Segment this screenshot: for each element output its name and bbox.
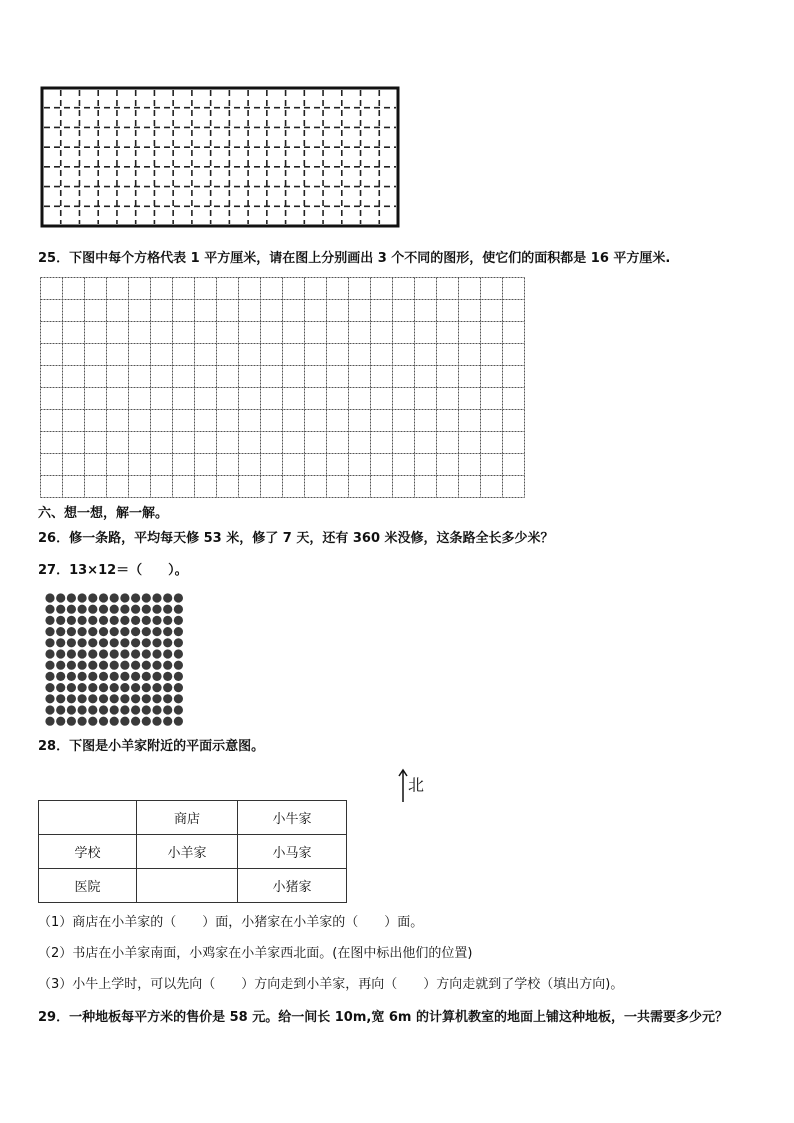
dot [152,683,161,692]
dot [152,705,161,714]
dot [67,616,76,625]
dot [120,672,129,681]
dot [78,694,87,703]
dot [174,694,183,703]
dot [152,605,161,614]
dot [142,638,151,647]
dot [152,649,161,658]
dot [131,661,140,670]
dot [131,616,140,625]
map-cell: 小马家 [238,835,347,869]
dot [99,627,108,636]
question-29: 29．一种地板每平方米的售价是 58 元。给一间长 10m,宽 6m 的计算机教室的地面上铺这种地板，一共需要多少元？ [38,1010,728,1025]
dot [67,694,76,703]
dot [174,683,183,692]
dot [88,705,97,714]
dot [45,705,54,714]
question-27: 27．13×12＝（ ）。 [38,563,188,578]
dot [131,605,140,614]
dot [142,605,151,614]
dot [56,683,65,692]
map-cell: 医院 [39,869,137,903]
dot [88,605,97,614]
dot [152,627,161,636]
dot [67,683,76,692]
dot [88,627,97,636]
dot [45,661,54,670]
dot [110,616,119,625]
dot [163,649,172,658]
dot [152,661,161,670]
dot [174,717,183,726]
dot [142,649,151,658]
dot [78,605,87,614]
dot [56,694,65,703]
dot [120,616,129,625]
map-cell [137,869,238,903]
question-28-part-1: （1）商店在小羊家的（ ）面，小猪家在小羊家的（ ）面。 [38,915,424,930]
dot [67,627,76,636]
dot [110,683,119,692]
dot [88,649,97,658]
grid-border [42,88,398,226]
square-grid [40,277,527,499]
dot [99,705,108,714]
neighborhood-map-table [38,800,347,903]
dot [131,717,140,726]
dot [56,661,65,670]
dot [142,593,151,602]
dot [110,661,119,670]
dot [67,717,76,726]
dot [110,672,119,681]
map-cell: 商店 [137,801,238,835]
dot [99,593,108,602]
dot [88,638,97,647]
dot [174,638,183,647]
dot [152,638,161,647]
dot [88,616,97,625]
dot [120,717,129,726]
dot-array [44,592,186,730]
question-28-part-3: （3）小牛上学时，可以先向（ ）方向走到小羊家，再向（ ）方向走就到了学校（填出方向)。 [38,977,624,992]
dot [78,638,87,647]
dot [131,627,140,636]
dot [142,705,151,714]
map-cell: 小猪家 [238,869,347,903]
dot [142,683,151,692]
dot [131,694,140,703]
dot [56,616,65,625]
dot [78,672,87,681]
dot [120,627,129,636]
map-cell: 小羊家 [137,835,238,869]
dot [45,593,54,602]
dot [131,638,140,647]
dot [56,717,65,726]
dot [78,649,87,658]
dot [131,683,140,692]
dot [163,593,172,602]
dot [131,672,140,681]
dot [99,605,108,614]
dot [45,649,54,658]
dot [152,593,161,602]
dot [163,605,172,614]
dot [152,694,161,703]
dot [45,605,54,614]
dot [110,705,119,714]
dot [120,593,129,602]
north-indicator [398,768,424,804]
dot [120,605,129,614]
dot [99,649,108,658]
dot [110,627,119,636]
dot [67,649,76,658]
dot [131,649,140,658]
dot [120,694,129,703]
dot [88,672,97,681]
north-arrow-icon [398,768,408,804]
dot [56,627,65,636]
dot [99,672,108,681]
dot [88,717,97,726]
dot [78,717,87,726]
dot [120,649,129,658]
dot [88,694,97,703]
dot [78,705,87,714]
dot [120,683,129,692]
dot [78,683,87,692]
dot [163,717,172,726]
question-28-part-2: （2）书店在小羊家南面，小鸡家在小羊家西北面。(在图中标出他们的位置) [38,946,473,961]
dot [152,672,161,681]
dot [99,717,108,726]
dot [152,616,161,625]
question-25: 25．下图中每个方格代表 1 平方厘米，请在图上分别画出 3 个不同的图形，使它们的面积都是 16 平方厘米. [38,251,671,266]
dot [88,661,97,670]
dot [163,616,172,625]
dot [110,694,119,703]
dot [67,672,76,681]
dot [142,672,151,681]
dot [163,627,172,636]
dot [142,717,151,726]
dot [99,694,108,703]
dot [88,683,97,692]
map-row [39,835,347,869]
dot [78,661,87,670]
map-row [39,869,347,903]
dot [67,638,76,647]
dot [174,705,183,714]
dot [99,661,108,670]
dot [142,661,151,670]
dot [56,705,65,714]
dot [45,627,54,636]
dot [163,694,172,703]
dot [67,593,76,602]
dot [45,638,54,647]
map-cell [39,801,137,835]
dot [131,705,140,714]
dot [174,649,183,658]
dot [142,627,151,636]
map-cell: 小牛家 [238,801,347,835]
dot [174,605,183,614]
dot [45,717,54,726]
dot [56,605,65,614]
dot [142,616,151,625]
dot [67,605,76,614]
dot [163,683,172,692]
dot [56,638,65,647]
map-cell: 学校 [39,835,137,869]
dot [174,593,183,602]
dot [78,627,87,636]
dot [99,683,108,692]
dot [120,705,129,714]
dot [174,672,183,681]
question-28: 28．下图是小羊家附近的平面示意图。 [38,739,265,754]
dot [56,649,65,658]
dot [110,593,119,602]
dot [120,638,129,647]
dot [110,638,119,647]
dot [174,616,183,625]
dot [67,705,76,714]
dot [78,593,87,602]
dot [78,616,87,625]
dot [56,672,65,681]
section-heading: 六、想一想，解一解。 [38,506,169,521]
dot [110,649,119,658]
dot [45,683,54,692]
dot [174,627,183,636]
dot [152,717,161,726]
dot [110,605,119,614]
dot [56,593,65,602]
dot [131,593,140,602]
dot [88,593,97,602]
dot [174,661,183,670]
dot [110,717,119,726]
dot [163,638,172,647]
north-label: 北 [408,775,425,795]
dot [163,661,172,670]
dot [163,672,172,681]
dot [99,616,108,625]
dashed-grid-figure [40,86,400,228]
dot [120,661,129,670]
dot [45,694,54,703]
dot [67,661,76,670]
dot [45,616,54,625]
dot [142,694,151,703]
dot [45,672,54,681]
map-row [39,801,347,835]
dot [99,638,108,647]
question-26: 26．修一条路，平均每天修 53 米，修了 7 天，还有 360 米没修，这条路全长多少米？ [38,531,554,546]
dot [163,705,172,714]
